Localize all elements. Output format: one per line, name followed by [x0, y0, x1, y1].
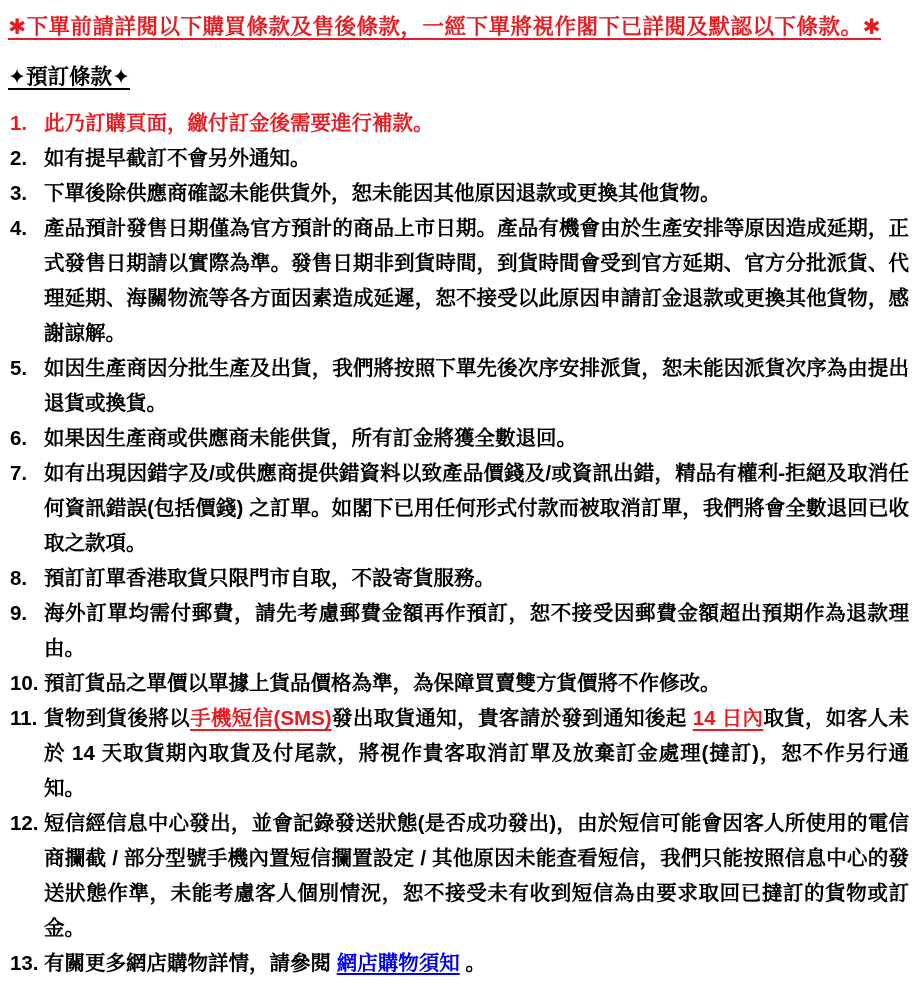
term-item-7 — [8, 456, 909, 561]
term-text — [44, 112, 434, 135]
term-text — [44, 812, 909, 940]
term-segment: 。 — [459, 952, 486, 975]
term-text — [44, 182, 721, 205]
term-segment: 下單後除供應商確認未能供貨外，恕未能因其他原因退款或更換其他貨物。 — [44, 182, 721, 205]
terms-list — [8, 106, 909, 981]
term-text — [44, 602, 909, 660]
term-segment: 海外訂單均需付郵費，請先考慮郵費金額再作預訂，恕不接受因郵費金額超出預期作為退款理由。 — [44, 602, 909, 660]
term-number: 1. — [10, 112, 28, 135]
term-segment-red-underline: 14 日內 — [692, 707, 764, 730]
term-item-12 — [8, 806, 909, 946]
term-text — [44, 567, 495, 590]
term-segment: 短信經信息中心發出，並會記錄發送狀態(是否成功發出)，由於短信可能會因客人所使用的電信商攔截 / 部分型號手機內置短信攔置設定 / 其他原因未能查看短信，我們只能按照信息中心的發送狀態作準，未能考慮客人個別情況，恕不接受未有收到短信為由要求取回已撻訂的貨物或訂金。 — [44, 812, 909, 940]
term-text — [44, 217, 909, 345]
term-item-9 — [8, 596, 909, 666]
term-segment: 貨物到貨後將以 — [44, 707, 191, 730]
term-text — [44, 707, 909, 800]
term-segment: 發出取貨通知，貴客請於發到通知後起 — [331, 707, 693, 730]
term-text — [44, 952, 486, 975]
term-item-3 — [8, 176, 909, 211]
term-number: 4. — [10, 217, 28, 240]
term-segment-red-underline: 手機短信(SMS) — [190, 707, 332, 730]
term-segment: 產品預計發售日期僅為官方預計的商品上市日期。產品有機會由於生產安排等原因造成延期，正式發售日期請以實際為準。發售日期非到貨時間，到貨時間會受到官方延期、官方分批派貨、代理延期、海關物流等各方面因素造成延遲，恕不接受以此原因申請訂金退款或更換其他貨物，感謝諒解。 — [44, 217, 909, 345]
term-number: 10. — [10, 672, 39, 695]
term-item-5 — [8, 351, 909, 421]
term-item-6 — [8, 421, 909, 456]
term-number: 2. — [10, 147, 28, 170]
purchase-notice-header: ✱下單前請詳閱以下購買條款及售後條款，一經下單將視作閣下已詳閱及默認以下條款。✱ — [8, 15, 882, 39]
term-item-8 — [8, 561, 909, 596]
term-number: 6. — [10, 427, 28, 450]
term-text — [44, 357, 909, 415]
term-text — [44, 462, 909, 555]
term-text — [44, 147, 311, 170]
term-segment: 取貨，如客人未於 14 天取貨期內取貨及付尾款，將視作貴客取消訂單及放棄訂金處理(撻訂)，恕不作另行通知。 — [44, 707, 910, 800]
term-number: 3. — [10, 182, 28, 205]
term-number: 9. — [10, 602, 28, 625]
term-number: 7. — [10, 462, 28, 485]
term-segment: 如有出現因錯字及/或供應商提供錯資料以致產品價錢及/或資訊出錯，精品有權利-拒絕及取消任何資訊錯誤(包括價錢) 之訂單。如閣下已用任何形式付款而被取消訂單，我們將會全數退回已收取之款項。 — [44, 462, 909, 555]
term-item-4 — [8, 211, 909, 351]
term-segment: 如因生產商因分批生產及出貨，我們將按照下單先後次序安排派貨，恕未能因派貨次序為由提出退貨或換貨。 — [44, 357, 909, 415]
term-number: 11. — [10, 707, 38, 730]
section-title-preorder-terms: ✦預訂條款✦ — [8, 65, 131, 89]
term-segment: 預訂訂單香港取貨只限門市自取，不設寄貨服務。 — [44, 567, 495, 590]
term-item-10 — [8, 666, 909, 701]
term-item-2 — [8, 141, 909, 176]
term-number: 13. — [10, 952, 39, 975]
term-item-11 — [8, 701, 909, 806]
term-segment: 預訂貨品之單價以單據上貨品價格為準，為保障買賣雙方貨價將不作修改。 — [44, 672, 721, 695]
term-segment: 如有提早截訂不會另外通知。 — [44, 147, 311, 170]
term-item-13 — [8, 946, 909, 981]
term-text — [44, 427, 577, 450]
term-segment: 有關更多網店購物詳情，請參閱 — [44, 952, 337, 975]
term-item-1 — [8, 106, 909, 141]
term-segment-red: 此乃訂購頁面，繳付訂金後需要進行補款。 — [44, 112, 434, 135]
term-number: 8. — [10, 567, 28, 590]
term-number: 5. — [10, 357, 28, 380]
shop-notice-link[interactable]: 網店購物須知 — [336, 952, 460, 975]
term-segment: 如果因生產商或供應商未能供貨，所有訂金將獲全數退回。 — [44, 427, 577, 450]
term-number: 12. — [10, 812, 39, 835]
term-text — [44, 672, 721, 695]
